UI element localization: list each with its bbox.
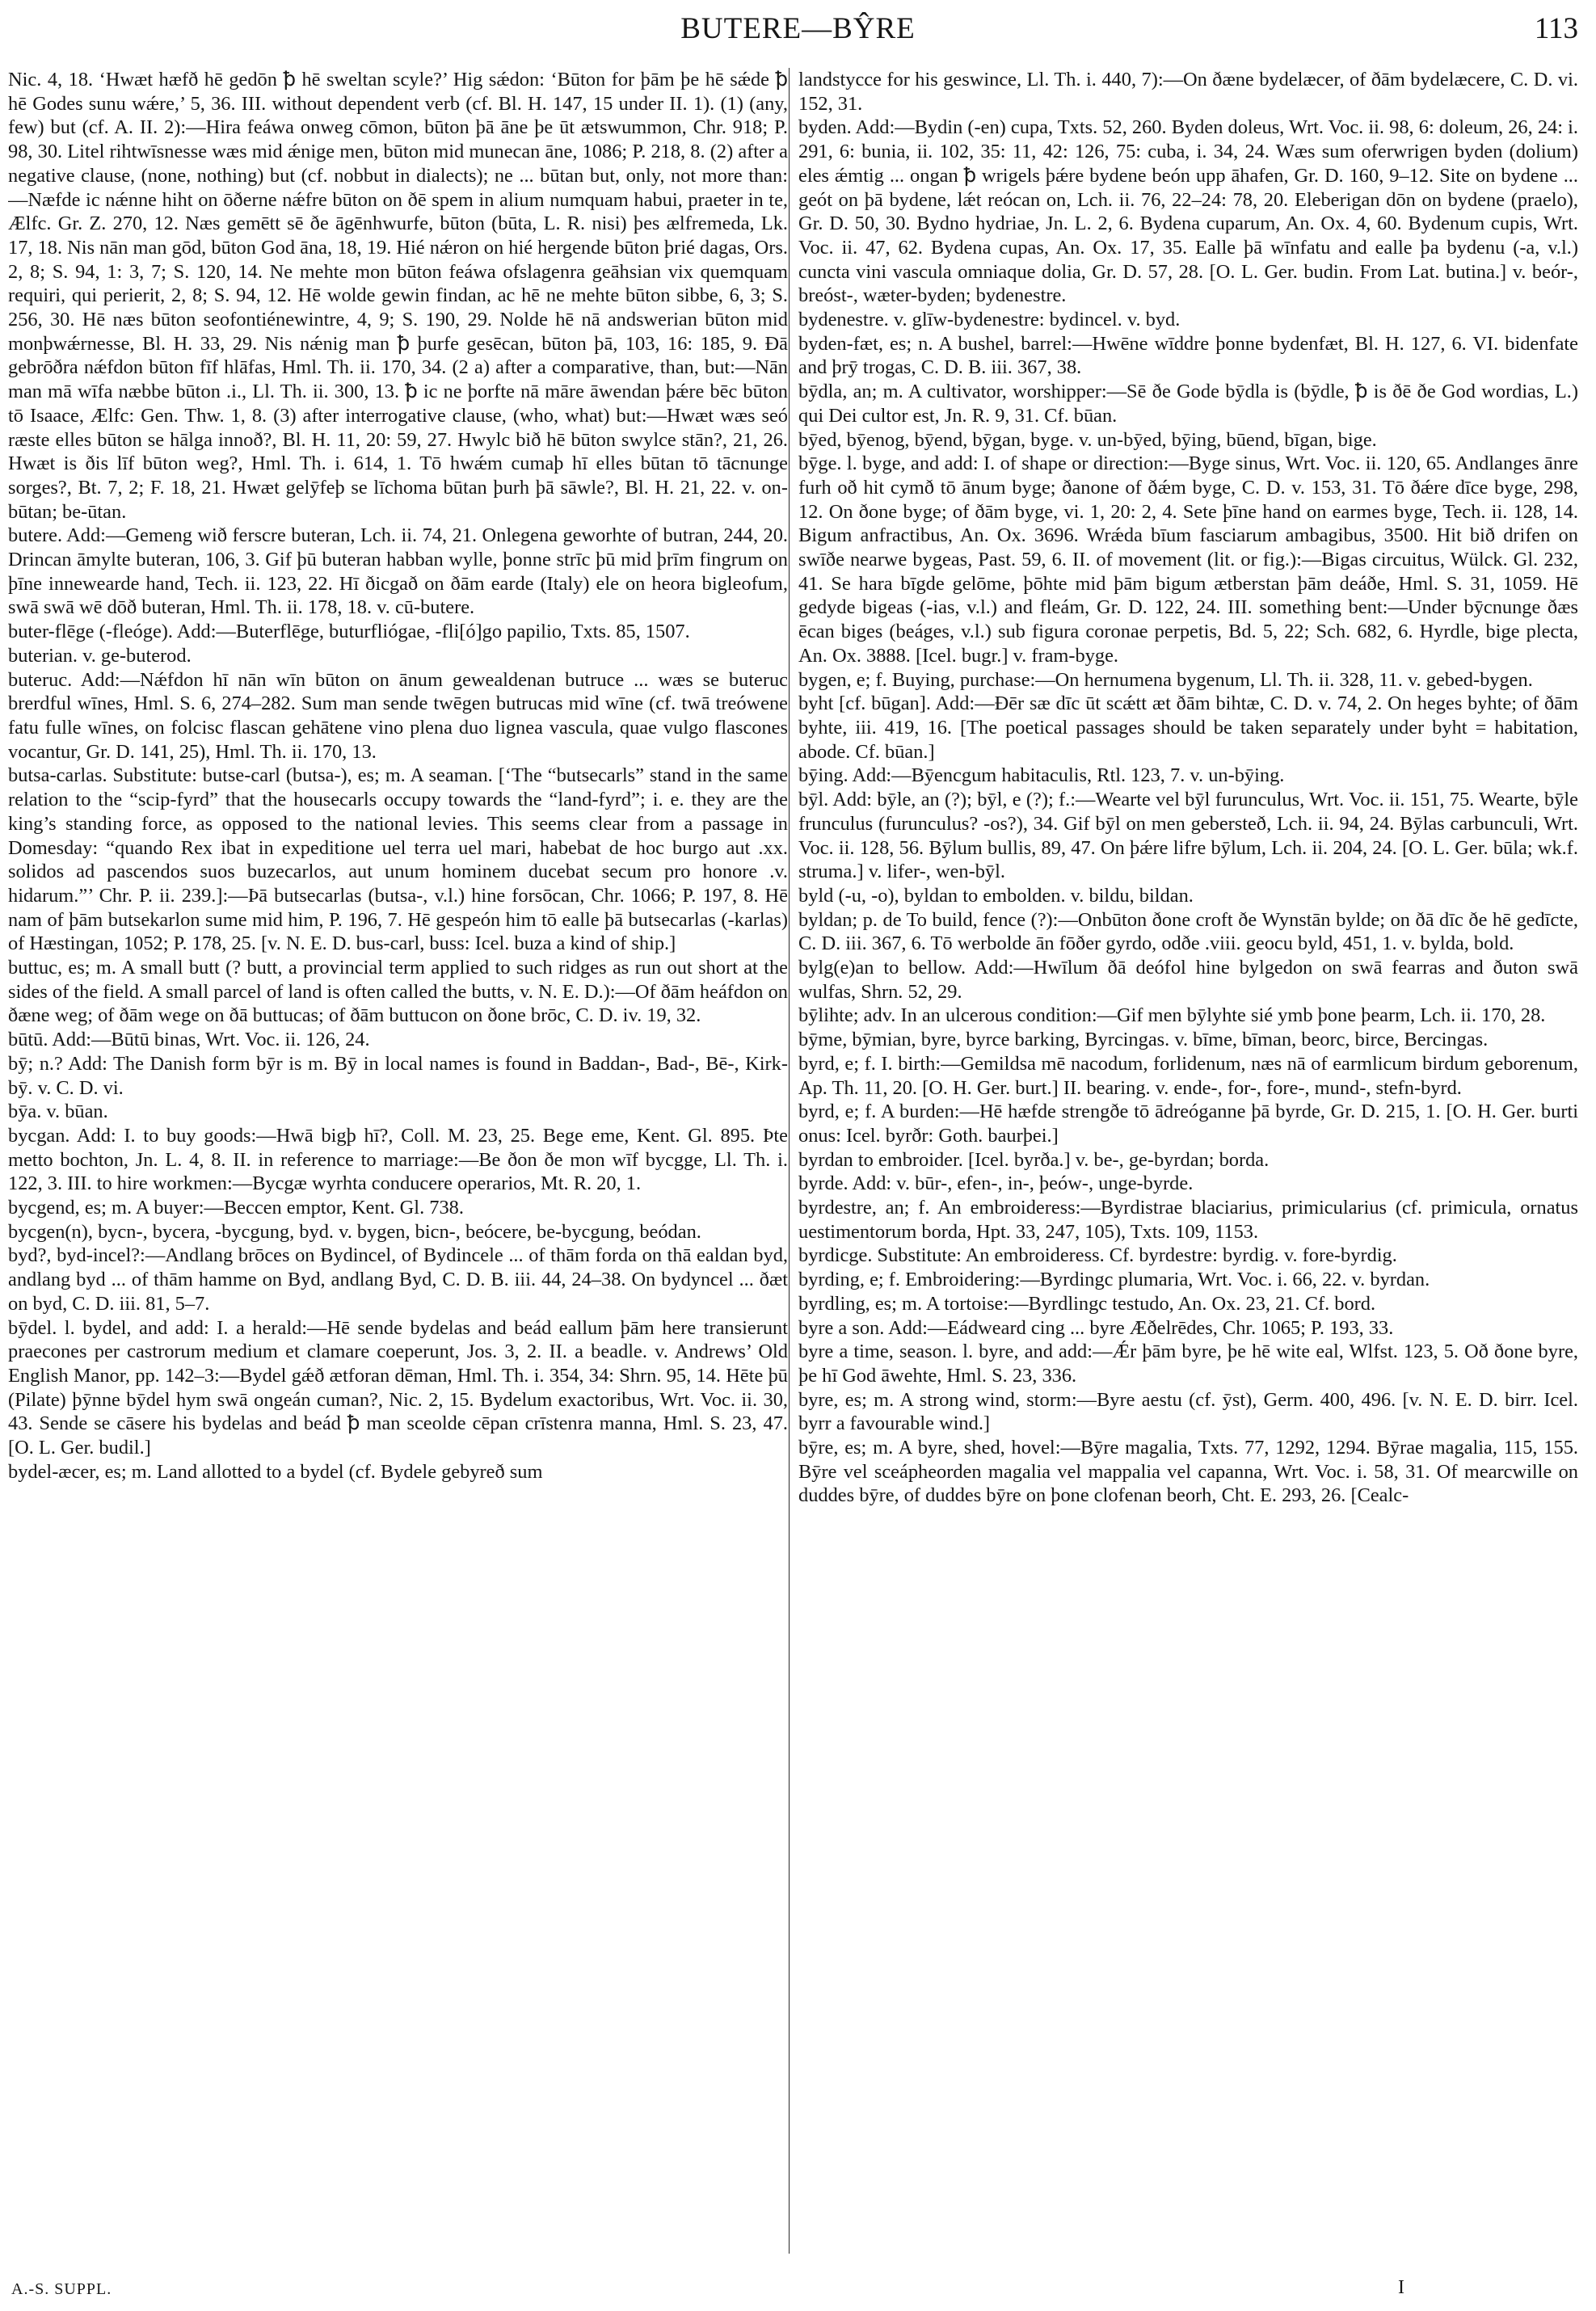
page-number: 113 xyxy=(1534,12,1578,45)
entry-buterian: buterian. v. ge-buterod. xyxy=(8,644,192,667)
entry-bydel-aecer-continued: landstycce for his geswince, Ll. Th. i. 440, 7):—On ðæne bydelæcer, of ðām bydelæcere, C. D. vi. 152, 31. xyxy=(798,69,1578,115)
entry-byrde: byrde. Add: v. būr-, efen-, in-, þeów-, unge-byrde. xyxy=(798,1172,1194,1195)
entry-buter-flege: buter-flēge (-fleóge). Add:—Buterflēge, buturfliógae, -fli[ó]go papilio, Txts. 85, 1507. xyxy=(8,621,690,643)
entry-byed: bȳed, bȳenog, bȳend, bȳgan, byge. v. un-bȳed, bȳing, būend, bīgan, bige. xyxy=(798,428,1377,451)
entry-byre-son: byre a son. Add:—Eádweard cing ... byre Æðelrēdes, Chr. 1065; P. 193, 33. xyxy=(798,1316,1394,1339)
entry-bygen: bygen, e; f. Buying, purchase:—On hernumena bygenum, Ll. Th. ii. 328, 11. v. gebed-bygen. xyxy=(798,668,1533,691)
entry-byrd-birth: byrd, e; f. I. birth:—Gemildsa mē nacodum, forlidenum, næs nā of earmlicum birdum geborenum, Ap. Th. 11, 20. [O. H. Ger. burt.] II. bearing. v. ende-, for-, fore-, mund-, stefn-byrd. xyxy=(798,1052,1578,1099)
entry-bydla: bȳdla, an; m. A cultivator, worshipper:—Sē ðe Gode bȳdla is (bȳdle, ꝥ is ðē ðe God wordias, L.) qui Dei cultor est, Jn. R. 9, 31. Cf. būan. xyxy=(798,381,1578,427)
sheet-mark: I xyxy=(1398,2277,1404,2298)
entry-butere: butere. Add:—Gemeng wið ferscre buteran, Lch. ii. 74, 21. Onlegena geworhte of butran, 244, 20. Drincan āmylte buteran, 106, 3. Gif þū buteran habban wylle, þonne strīc þū mid þrīm fingrum on þīne innewearde hand, Tech. ii. 123, 22. Hī ðicgað on ðām earde (Italy) ele on heora bigleofum, swā swā wē dōð buteran, Hml. Th. ii. 178, 18. v. cū-butere. xyxy=(8,524,788,619)
entry-byd: byd?, byd-incel?:—Andlang brōces on Bydincel, of Bydincele ... of thām forda on thā ealdan byd, andlang byd ... of thām hamme on Byd, andlang Byd, C. D. B. iii. 44, 24–38. On bydyncel ... ðæt on byd, C. D. iii. 81, 5–7. xyxy=(8,1244,788,1315)
left-column xyxy=(8,68,788,2246)
entry-byre-shed: bȳre, es; m. A byre, shed, hovel:—Bȳre magalia, Txts. 77, 1292, 1294. Bȳrae magalia, 115, 155. Bȳre vel sceápheorden magalia vel mappalia vel capanna, Wrt. Voc. i. 58, 31. Of mearcwille on duddes bȳre, of duddes bȳre on þone clofenan beorh, Cht. E. 293, 26. [Cealc- xyxy=(798,1437,1578,1507)
entry-bya: bȳa. v. būan. xyxy=(8,1101,108,1123)
entry-byrdestre: byrdestre, an; f. An embroideress:—Byrdistrae blaciarius, primicularius (cf. primicula, ornatus uestimentorum borda, Hpt. 33, 247, 105), Txts. 109, 1153. xyxy=(798,1197,1578,1243)
entry-byl: bȳl. Add: bȳle, an (?); bȳl, e (?); f.:—Wearte vel bȳl furunculus, Wrt. Voc. ii. 151, 75. Wearte, bȳle frunculus (furunculus? -os?), 34. Gif bȳl on men gebersteð, Lch. ii. 94, 24. Bȳlas carbunculi, Wrt. Voc. ii. 128, 56. Bȳlum bullis, 89, 47. On þǽre lifre bȳlum, Lch. ii. 204, 24. [O. L. Ger. būla; wk.f. struma.] v. lifer-, wen-bȳl. xyxy=(798,789,1578,883)
entry-byre-time: byre a time, season. l. byre, and add:—Ǽr þām byre, þe hē wite eal, Wlfst. 123, 5. Oð ðone byre, þe hī God āwehte, Hml. S. 23, 336. xyxy=(798,1341,1578,1387)
entry-byre-wind: byre, es; m. A strong wind, storm:—Byre aestu (cf. ȳst), Germ. 400, 496. [v. N. E. D. birr. Icel. byrr a favourable wind.] xyxy=(798,1388,1578,1435)
entry-byge: bȳge. l. byge, and add: I. of shape or direction:—Byge sinus, Wrt. Voc. ii. 120, 65. Andlanges ānre furh oð hit cymð tō ānum byge; ðanone of ðǽm byge, C. D. v. 153, 31. Tō ðǽre dīce byge, 298, 12. On ðone byge; of ðām byge, vi. 1, 20: 2, 4. Sete þīne hand on earmes byge, Tech. ii. 128, 14. Bigum anfractibus, An. Ox. 3696. Wrǽda bīum fasciarum ambagibus, 3500. Hit bið drifen on swīðe nearwe bygeas, Past. 59, 6. II. of movement (lit. or fig.):—Bigas circuitus, Wülck. Gl. 232, 41. Se hara bīgde gelōme, þōhte mid þām bigum ætberstan þām deáðe, Hml. S. 31, 1059. Hē gedyde bigeas (-ias, v.l.) and fleám, Gr. D. 122, 24. III. something bent:—Under bȳcnunge ðæs ēcan biges (beáges, v.l.) sub figura coronae perpetis, Bd. 5, 22; Sch. 682, 6. Hyrdle, bige plecta, An. Ox. 3888. [Icel. bugr.] v. fram-byge. xyxy=(798,453,1578,667)
entry-byrdling: byrdling, es; m. A tortoise:—Byrdlingc testudo, An. Ox. 23, 21. Cf. bord. xyxy=(798,1292,1376,1315)
entry-bycgend: bycgend, es; m. A buyer:—Beccen emptor, Kent. Gl. 738. xyxy=(8,1197,464,1219)
entry-bydenestre: bydenestre. v. glīw-bydenestre: bydincel. v. byd. xyxy=(798,309,1181,331)
entry-buteruc: buteruc. Add:—Nǽfdon hī nān wīn būton on ānum gewealdenan butruce ... wæs se buteruc brerdful wīnes, Hml. S. 6, 274–282. Sum man sende twēgen butrucas mid wīne (cf. twā treówene fatu fulle wīnes, on folcisc flascan gehātene vino plena duo lignea vascula, quae vulgo flascones vocantur, Gr. D. 141, 25), Hml. Th. ii. 170, 13. xyxy=(8,668,788,763)
entry-byrdicge: byrdicge. Substitute: An embroideress. Cf. byrdestre: byrdig. v. fore-byrdig. xyxy=(798,1244,1397,1267)
entry-byht: byht [cf. būgan]. Add:—Ðēr sæ dīc ūt scǽtt æt ðām bihtæ, C. D. v. 74, 2. On heges byhte; of ðām byhte, iii. 419, 16. [The poetical passages should be taken separately under byht = habitation, abode. Cf. būan.] xyxy=(798,692,1578,763)
entry-bydel-aecer: bydel-æcer, es; m. Land allotted to a bydel (cf. Bydele gebyreð sum xyxy=(8,1460,543,1483)
entry-byme: bȳme, bȳmian, byre, byrce barking, Byrcingas. v. bīme, bīman, beorc, birce, Bercingas. xyxy=(798,1029,1489,1051)
entry-bying: bȳing. Add:—Bȳencgum habitaculis, Rtl. 123, 7. v. un-bȳing. xyxy=(798,764,1285,787)
entry-byden-faet: byden-fæt, es; n. A bushel, barrel:—Hwēne wīddre þonne bydenfæt, Bl. H. 127, 6. VI. bidenfate and þrȳ trogas, C. D. B. iii. 367, 38. xyxy=(798,332,1578,379)
entry-byden: byden. Add:—Bydin (-en) cupa, Txts. 52, 260. Byden doleus, Wrt. Voc. ii. 98, 6: doleum, 26, 24: i. 291, 6: bunia, ii. 102, 35: 11, 42: 126, 75: cuba, i. 34, 24. Wæs sum oferwrigen byden (dolium) eles ǽmtig ... ongan ꝥ wrigels þǽre bydene beón upp āhafen, Gr. D. 160, 9–12. Site on bydene ... geót on þā bydene, lǽt reócan on, Lch. ii. 76, 22–24: 78, 20. Eleberigan dōn on bydene (praelo), Gr. D. 50, 30. Bydno hydriae, Jn. L. 2, 6. Bydena cuparum, An. Ox. 4, 60. Bydenum cupis, Wrt. Voc. ii. 47, 62. Bydena cupas, An. Ox. 17, 35. Ealle þā wīnfatu and ealle þa bydenu (-a, v.l.) cuncta vini vascula omniaque dolia, Gr. D. 57, 28. [O. L. Ger. budin. From Lat. butina.] v. beór-, breóst-, wæter-byden; bydenestre. xyxy=(798,116,1578,307)
entry-bylgean: bylg(e)an to bellow. Add:—Hwīlum ðā deófol hine bylgedon on swā fearras and ðuton swā wulfas, Shrn. 52, 29. xyxy=(798,957,1578,1003)
entry-bycgen: bycgen(n), bycn-, bycera, -bycgung, byd. v. bygen, bicn-, beócere, be-bycgung, beódan. xyxy=(8,1220,701,1243)
entry-byld: byld (-u, -o), byldan to embolden. v. bildu, bildan. xyxy=(798,884,1194,907)
entry-butsa-carlas: butsa-carlas. Substitute: butse-carl (butsa-), es; m. A seaman. [‘The “butsecarls” stand in the same relation to the “scip-fyrd” that the housecarls occupy towards the “land-fyrd”; i. e. they are the king’s standing force, as opposed to the national levies. This seems clear from a passage in Domesday: “quando Rex ibat in expeditione uel terra uel mari, habebat de hoc burgo aut .xx. solidos ad pascendos suos buzecarlos, aut unum hominem ducebat secum pro honore .v. hidarum.”’ Chr. P. ii. 239.]:—Þā butsecarlas (butsa-, v.l.) hine forsōcan, Chr. 1066; P. 197, 8. Hē nam of þām butsekarlon sume mid him, P. 196, 7. Hē gespeón him tō ealle þā butsecarlas (-karlas) of Hæstingan, 1052; P. 178, 25. [v. N. E. D. bus-carl, buss: Icel. buza a kind of ship.] xyxy=(8,764,788,955)
entry-byldan: byldan; p. de To build, fence (?):—Onbūton ðone croft ðe Wynstān bylde; on ðā dīc ðe hē gedīcte, C. D. iii. 367, 6. Tō werbolde ān fōðer gyrdo, odðe .viii. geocu byld, 451, 1. v. bylda, bold. xyxy=(798,908,1578,955)
entry-by: bȳ; n.? Add: The Danish form bȳr is m. Bȳ in local names is found in Baddan-, Bad-, Bē-, Kirk-bȳ. v. C. D. vi. xyxy=(8,1052,788,1099)
printer-signature: A.-S. SUPPL. xyxy=(11,2280,112,2298)
entry-bylihte: bȳlihte; adv. In an ulcerous condition:—Gif men bȳlyhte sié ymb þone þearm, Lch. ii. 170, 28. xyxy=(798,1004,1546,1027)
running-head: BUTERE—BŶRE xyxy=(680,12,916,45)
entry-byrdan: byrdan to embroider. [Icel. byrða.] v. be-, ge-byrdan; borda. xyxy=(798,1148,1270,1171)
entry-buttuc: buttuc, es; m. A small butt (? butt, a provincial term applied to such ridges as run out short at the sides of the field. A small parcel of land is often called the butts, v. N. E. D.):—Of ðām heáfdon on ðæne weg; of ðām wege on ðā buttucas; of ðām buttucon on ðone brōc, C. D. iv. 19, 32. xyxy=(8,957,788,1027)
column-divider xyxy=(789,68,790,2254)
entry-bydel: bȳdel. l. bydel, and add: I. a herald:—Hē sende bydelas and beád eallum þām here transierunt praecones per castrorum medium et clamare coeperunt, Jos. 3, 2. II. a beadle. v. Andrews’ Old English Manor, pp. 142–3:—Bydel gǽð ætforan dēman, Hml. Th. i. 354, 34: Shrn. 95, 14. Hēte þū (Pilate) þȳnne bȳdel hym swā ongeán cuman?, Nic. 2, 15. Bydelum exactoribus, Wrt. Voc. ii. 30, 43. Sende se cāsere his bydelas and beád ꝥ man sceolde cēpan crīstenra manna, Hml. S. 23, 47. [O. L. Ger. budil.] xyxy=(8,1316,788,1459)
entry-butu: būtū. Add:—Būtū binas, Wrt. Voc. ii. 126, 24. xyxy=(8,1029,370,1051)
entry-bycgan: bycgan. Add: I. to buy goods:—Hwā bigþ hī?, Coll. M. 23, 25. Bege eme, Kent. Gl. 895. Þte metto bochton, Jn. L. 4, 8. II. in reference to marriage:—Be ðon ðe mon wīf bycgge, Ll. Th. i. 122, 3. III. to hire workmen:—Bycgæ wyrhta conducere operarios, Mt. R. 20, 1. xyxy=(8,1124,788,1195)
entry-byrding: byrding, e; f. Embroidering:—Byrdingc plumaria, Wrt. Voc. i. 66, 22. v. byrdan. xyxy=(798,1269,1430,1291)
entry-byrd-burden: byrd, e; f. A burden:—Hē hæfde strengðe tō ādreóganne þā byrde, Gr. D. 215, 1. [O. H. Ger. burti onus: Icel. byrðr: Goth. baurþei.] xyxy=(798,1101,1578,1147)
right-column xyxy=(798,68,1578,2246)
entry-buton-continued: Nic. 4, 18. ‘Hwæt hæfð hē gedōn ꝥ hē sweltan scyle?’ Hig sǽdon: ‘Būton for þām þe hē sǽde ꝥ hē Godes sunu wǽre,’ 5, 36. III. without dependent verb (cf. Bl. H. 147, 15 under II. 1). (1) (any, few) but (cf. A. II. 2):—Hira feáwa onweg cōmon, būton þā āne þe ūt ætswummon, Chr. 918; P. 98, 30. Litel rihtwīsnesse wæs mid ǽnige men, būton mid munecan āne, 1086; P. 218, 8. (2) after a negative clause, (none, nothing) but (cf. nobbut in dialects); ne ... būtan but, only, not more than:—Næfde ic nǽnne hiht on ōðerne nǽfre būton on ðē spem in alium numquam habui, praeter in te, Ælfc. Gr. Z. 270, 12. Næs gemētt sē ðe āgēnhwurfe, būton (būta, L. R. nisi) þes ælfremeda, Lk. 17, 18. Nis nān man gōd, būton God āna, 18, 19. Hié nǽron on hié hergende būton þrié dagas, Ors. 2, 8; S. 94, 1: 3, 7; S. 120, 14. Ne mehte mon būton feáwa ofslagenra geāhsian vix quemquam requiri, qui perierit, 2, 8; S. 94, 12. Hē wolde gewin findan, ac hē ne mehte būton sibbe, 6, 3; S. 256, 30. Hē næs būton seofontiénewintre, 4, 9; S. 190, 29. Nolde hē nā andswerian būton mid monþwǽrnesse, Bl. H. 33, 29. Nis nǽnig man ꝥ þurfe gesēcan, būton þā, 103, 16: 185, 9. Ðā gebrōðra nǽfdon būton fīf hlāfas, Hml. Th. ii. 170, 34. (2 a) after a comparative, than, but:—Nān man mā wīfa næbbe būton .i., Ll. Th. ii. 300, 13. ꝥ ic ne þorfte nā māre āwendan þǽre bēc būton tō Isaace, Ælfc: Gen. Thw. 1, 8. (3) after interrogative clause, (who, what) but:—Hwæt wæs seó ræste elles būton se hālga innoð?, Bl. H. 11, 20: 59, 27. Hwylc bið hē būton swylce stān?, 21, 26. Hwæt is ðis līf būton weg?, Hml. Th. i. 614, 1. Tō hwǽm cumaþ hī elles būtan tō tācnunge sorges?, Bt. 7, 2; F. 18, 21. Hwæt gelȳfeþ se līchoma būtan þurh þā sāwle?, Bl. H. 21, 22. v. on-būtan; be-ūtan. xyxy=(8,69,788,523)
